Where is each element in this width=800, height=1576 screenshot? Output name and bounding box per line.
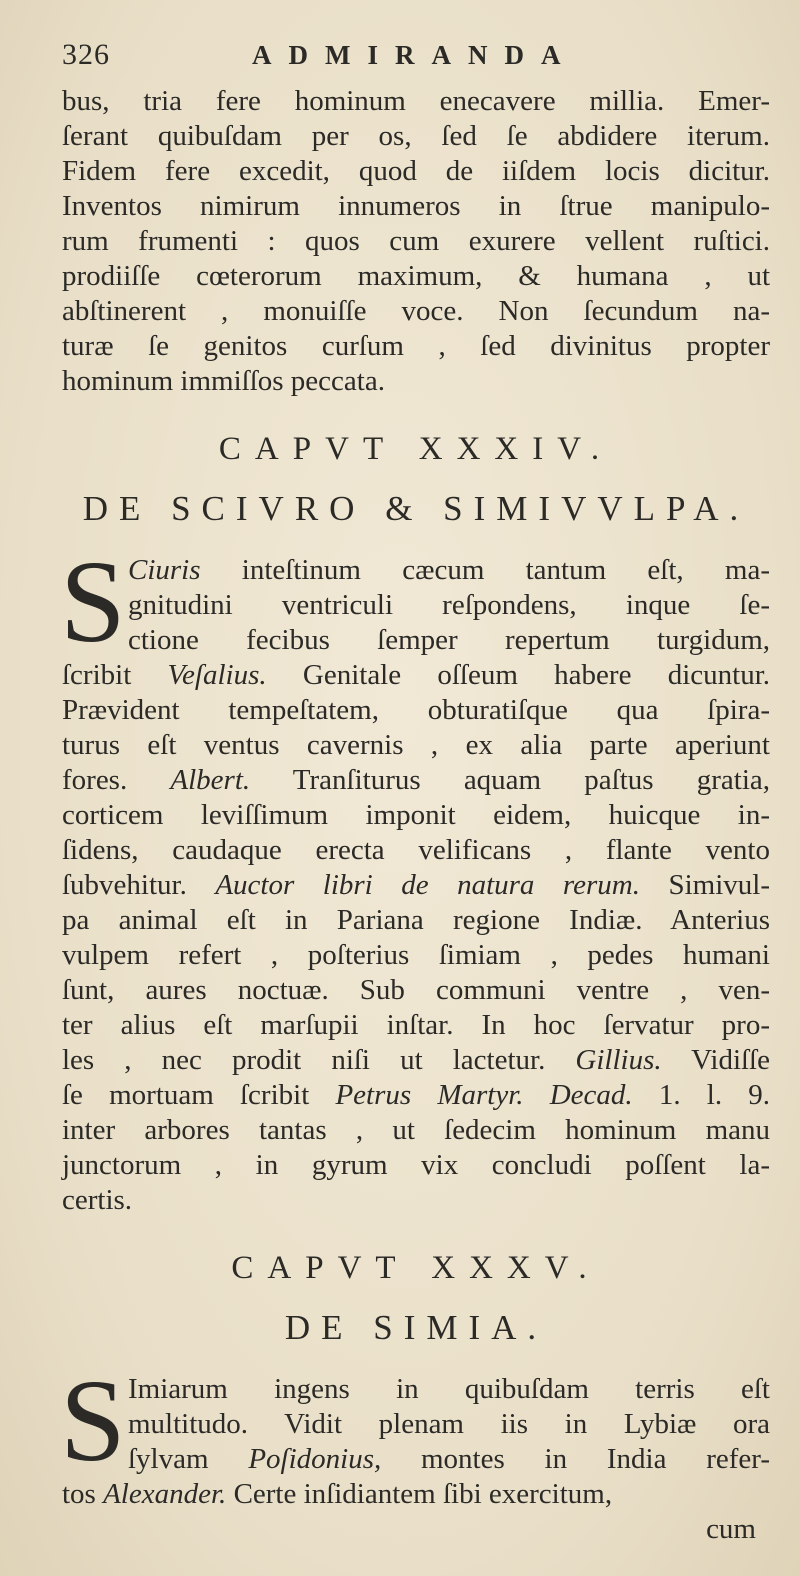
text-run: ter alius eſt marſupii inſtar. In hoc ſervatur pro-: [62, 1009, 770, 1041]
text-line: Inventos nimirum innumeros in ſtrue manipulo-: [62, 190, 770, 222]
text-run: ſcribit: [62, 659, 168, 691]
text-line: prodiiſſe cœterorum maximum, & humana , ut: [62, 260, 770, 292]
text-line: hominum immiſſos peccata.: [62, 365, 385, 397]
text-run: ſylvam: [128, 1443, 249, 1475]
text-line: abſtinerent , monuiſſe voce. Non ſecundum na-: [62, 295, 770, 327]
text-run: inteſtinum cæcum tantum eſt, ma-: [200, 554, 770, 586]
text-run: turus eſt ventus cavernis , ex alia parte aperiunt: [62, 729, 770, 761]
text-line: [62, 693, 770, 728]
text-line: [62, 623, 770, 658]
italic-citation: Auctor libri de natura rerum.: [215, 869, 640, 901]
chapter-heading: CAPVT XXXV.: [231, 1250, 601, 1286]
text-line: [62, 1008, 770, 1043]
drop-cap: S: [60, 1355, 126, 1486]
text-line: [62, 1113, 770, 1148]
text-run: ſidens, caudaque erecta velificans , flante vento: [62, 834, 770, 866]
text-line: turæ ſe genitos curſum , ſed divinitus propter: [62, 330, 770, 362]
running-header: [62, 38, 770, 84]
text-run: corticem leviſſimum imponit eidem, huicque in-: [62, 799, 770, 831]
italic-citation: Gillius.: [575, 1044, 662, 1076]
italic-citation: Alexander.: [103, 1478, 227, 1510]
text-run: 1. l. 9.: [632, 1079, 771, 1111]
chapter-heading: CAPVT XXXIV.: [218, 431, 614, 467]
chapter-title: DE SCIVRO & SIMIVVLPA.: [82, 489, 750, 528]
text-run: Certe inſidiantem ſibi exercitum,: [226, 1478, 613, 1510]
text-run: Simivul-: [639, 869, 770, 901]
text-run: certis.: [62, 1184, 133, 1216]
text-line: [62, 1477, 770, 1512]
text-run: gnitudini ventriculi reſpondens, inque ſe-: [128, 589, 770, 621]
text-run: ſubvehitur.: [62, 869, 216, 901]
running-title: ADMIRANDA: [252, 40, 578, 70]
text-line: [62, 1442, 770, 1477]
text-run: multitudo. Vidit plenam iis in Lybiæ ora: [128, 1408, 770, 1440]
text-line: [62, 798, 770, 833]
text-line: [62, 1148, 770, 1183]
text-line: [62, 973, 770, 1008]
text-line: [62, 903, 770, 938]
text-run: ſunt, aures noctuæ. Sub communi ventre , ven-: [62, 974, 770, 1006]
text-line: [62, 1043, 770, 1078]
text-line: [62, 833, 770, 868]
chapter-34-paragraph: [60, 536, 771, 1218]
text-run: ctione fecibus ſemper repertum turgidum,: [128, 624, 770, 656]
italic-citation: Albert.: [170, 764, 251, 796]
text-line: [62, 1372, 770, 1407]
text-line: [62, 763, 770, 798]
italic-citation: Ciuris: [128, 554, 201, 586]
text-run: les , nec prodit niſi ut lactetur.: [62, 1044, 576, 1076]
text-run: Tranſiturus aquam paſtus gratia,: [250, 764, 770, 796]
intro-paragraph: [62, 84, 770, 399]
text-run: montes in India refer-: [381, 1443, 770, 1475]
text-run: pa animal eſt in Pariana regione Indiæ. Anterius: [62, 904, 770, 936]
text-line: bus, tria fere hominum enecavere millia. Emer-: [62, 85, 770, 117]
text-run: inter arbores tantas , ut ſedecim hominum manu: [62, 1114, 770, 1146]
catchword: cum: [706, 1513, 756, 1545]
chapter-35-paragraph: [60, 1355, 770, 1512]
text-run: Genitale oſſeum habere dicuntur.: [266, 659, 770, 691]
text-line: [62, 1078, 770, 1113]
text-line: [62, 1407, 770, 1442]
text-run: Vidiſſe: [661, 1044, 770, 1076]
chapter-title: DE SIMIA.: [284, 1308, 548, 1347]
text-line: rum frumenti : quos cum exurere vellent ruſtici.: [62, 225, 770, 257]
text-line: [62, 658, 770, 693]
text-line: [62, 588, 770, 623]
text-run: vulpem refert , poſterius ſimiam , pedes humani: [62, 939, 770, 971]
italic-citation: Poſidonius,: [248, 1443, 382, 1475]
text-run: Prævident tempeſtatem, obturatiſque qua ſpira-: [62, 694, 770, 726]
page-number: 326: [62, 38, 110, 71]
text-run: junctorum , in gyrum vix concludi poſſent la-: [62, 1149, 770, 1181]
italic-citation: Petrus Martyr. Decad.: [335, 1079, 633, 1111]
text-line: Fidem fere excedit, quod de iiſdem locis dicitur.: [62, 155, 770, 187]
text-line: [62, 938, 770, 973]
text-line: [62, 553, 770, 588]
text-block: [62, 38, 770, 1547]
drop-cap: S: [60, 536, 126, 667]
text-line: ſerant quibuſdam per os, ſed ſe abdidere iterum.: [62, 120, 770, 152]
text-line: [62, 868, 770, 903]
text-run: ſe mortuam ſcribit: [62, 1079, 336, 1111]
text-line: [62, 1183, 770, 1218]
text-run: Imiarum ingens in quibuſdam terris eſt: [128, 1373, 770, 1405]
text-run: fores.: [62, 764, 171, 796]
italic-citation: Veſalius.: [167, 659, 267, 691]
text-line: [62, 728, 770, 763]
text-run: tos: [62, 1478, 104, 1510]
